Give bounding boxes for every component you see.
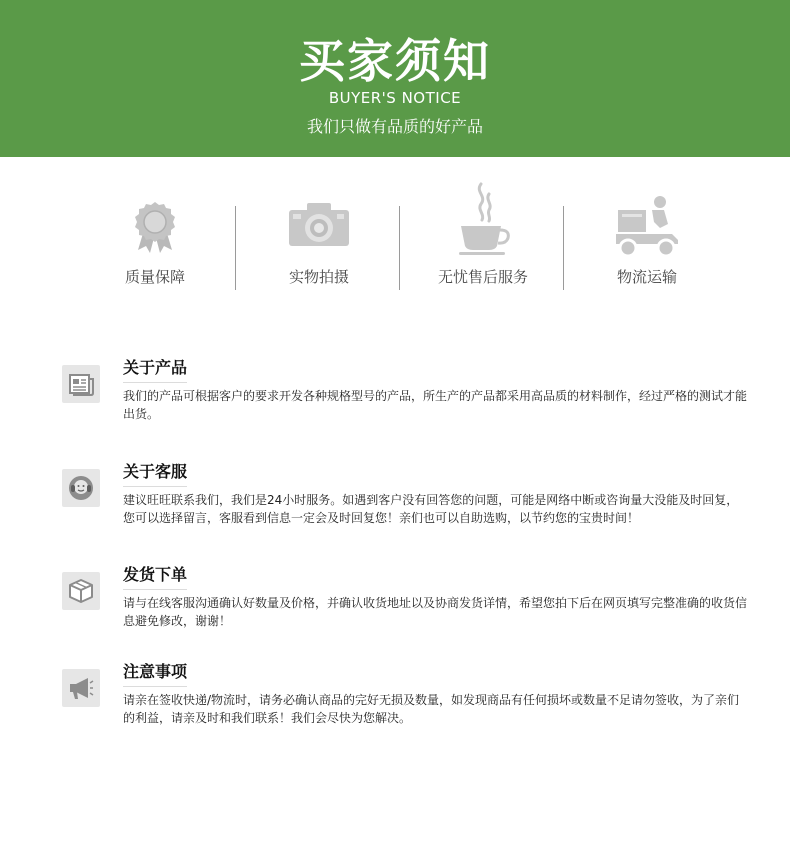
feature-quality (73, 178, 237, 298)
banner-tagline: 我们只做有品质的好产品 (306, 117, 483, 136)
coffee-cup-icon (455, 180, 511, 258)
package-box-icon (67, 577, 95, 605)
feature-logistics (565, 178, 729, 298)
feature-row (73, 178, 729, 298)
section-body: 请与在线客服沟通确认好数量及价格，并确认收货地址以及协商发货详情，希望您拍下后在网页填写完整准确的收货信息避免修改，谢谢！ (123, 596, 748, 628)
feature-photo (237, 178, 401, 298)
delivery-scooter-icon (612, 194, 682, 258)
section-body: 建议旺旺联系我们，我们是24小时服务。如遇到客户没有回答您的问题，可能是网络中断或咨询量大没能及时回复，您可以选择留言，客服看到信息一定会及时回复您！亲们也可以自助选购，以节约您的宝贵时间！ (123, 493, 739, 525)
feature-label-logistics: 物流运输 (616, 268, 677, 286)
feature-service (401, 178, 565, 298)
section-icon-box (62, 669, 100, 707)
megaphone-icon (67, 674, 95, 702)
section-title: 发货下单 (123, 564, 187, 590)
customer-service-icon (67, 474, 95, 502)
divider (235, 206, 236, 290)
feature-label-quality: 质量保障 (124, 268, 185, 286)
header-banner (0, 0, 790, 157)
section-icon-box (62, 365, 100, 403)
section-icon-box (62, 572, 100, 610)
feature-label-photo: 实物拍摄 (288, 268, 349, 286)
award-ribbon-icon (130, 200, 180, 254)
divider (399, 206, 400, 290)
camera-icon (287, 200, 351, 248)
feature-label-service: 无忧售后服务 (437, 268, 528, 286)
banner-subtitle: BUYER'S NOTICE (328, 89, 462, 107)
section-body: 请亲在签收快递/物流时，请务必确认商品的完好无损及数量，如发现商品有任何损坏或数量不足请勿签收，为了亲们的利益，请亲及时和我们联系！我们会尽快为您解决。 (123, 693, 740, 725)
banner-title: 买家须知 (299, 34, 491, 88)
newspaper-icon (67, 370, 95, 398)
section-title: 关于产品 (123, 357, 187, 383)
divider (563, 206, 564, 290)
section-title: 注意事项 (123, 661, 187, 687)
section-title: 关于客服 (123, 461, 187, 487)
section-icon-box (62, 469, 100, 507)
section-body: 我们的产品可根据客户的要求开发各种规格型号的产品，所生产的产品都采用高品质的材料制作，经过严格的测试才能出货。 (123, 389, 748, 421)
